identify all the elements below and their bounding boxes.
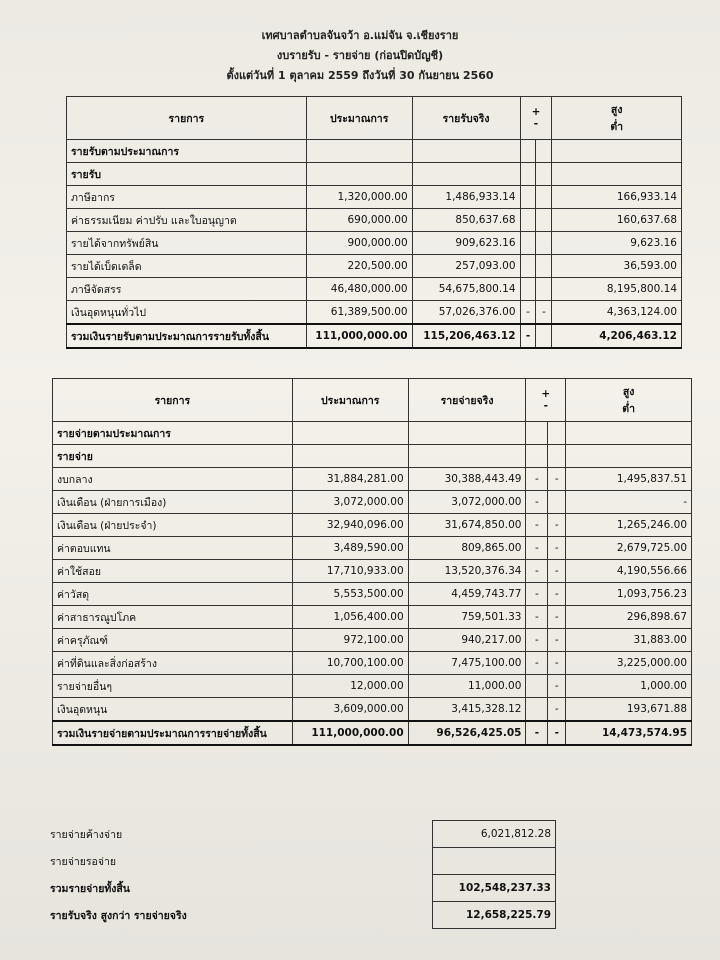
row-item: เงินเดือน (ฝ่ายการเมือง) (53, 491, 293, 514)
row-diff: 1,093,756.23 (566, 583, 692, 606)
row-budget: 32,940,096.00 (292, 514, 408, 537)
row-budget: 220,500.00 (306, 255, 412, 278)
row-plus-mark: - (520, 301, 536, 325)
row-minus-mark (536, 186, 552, 209)
row-diff: 296,898.67 (566, 606, 692, 629)
row-item: เงินอุดหนุนทั่วไป (67, 301, 307, 325)
row-actual: 7,475,100.00 (408, 652, 526, 675)
diff-top-label: สูง (610, 104, 623, 116)
row-diff: 9,623.16 (552, 232, 682, 255)
total-actual: 96,526,425.05 (408, 721, 526, 745)
income-table (66, 96, 682, 349)
minus-label: - (533, 118, 539, 130)
summary-table (46, 820, 556, 929)
row-plus-mark: - (526, 468, 548, 491)
row-actual: 13,520,376.34 (408, 560, 526, 583)
row-plus-mark: - (526, 606, 548, 629)
subsection-title: รายรับ (67, 163, 307, 186)
total-budget: 111,000,000.00 (292, 721, 408, 745)
row-diff: 166,933.14 (552, 186, 682, 209)
col-sign-header (526, 379, 566, 422)
row-plus-mark: - (526, 537, 548, 560)
row-plus-mark (526, 675, 548, 698)
row-minus-mark: - (548, 514, 566, 537)
total-diff: 14,473,574.95 (566, 721, 692, 745)
row-actual: 1,486,933.14 (412, 186, 520, 209)
total-plus-mark: - (526, 721, 548, 745)
row-actual: 809,865.00 (408, 537, 526, 560)
row-minus-mark: - (548, 468, 566, 491)
table-row (53, 537, 692, 560)
col-actual-header: รายรับจริง (412, 97, 520, 140)
row-minus-mark (536, 255, 552, 278)
row-item: รายจ่ายอื่นๆ (53, 675, 293, 698)
row-minus-mark: - (548, 652, 566, 675)
table-row (67, 232, 682, 255)
row-budget: 12,000.00 (292, 675, 408, 698)
row-actual: 11,000.00 (408, 675, 526, 698)
row-budget: 10,700,100.00 (292, 652, 408, 675)
minus-label: - (543, 400, 549, 412)
row-minus-mark (536, 232, 552, 255)
row-item: ภาษีอากร (67, 186, 307, 209)
table-row (53, 675, 692, 698)
row-item: ค่าที่ดินและสิ่งก่อสร้าง (53, 652, 293, 675)
row-item: รายได้เบ็ดเตล็ด (67, 255, 307, 278)
row-diff: 1,265,246.00 (566, 514, 692, 537)
total-minus-mark: - (548, 721, 566, 745)
section-row (67, 140, 682, 163)
col-item-header: รายการ (53, 379, 293, 422)
row-diff: 193,671.88 (566, 698, 692, 722)
subsection-title: รายจ่าย (53, 445, 293, 468)
income-header-row (67, 97, 682, 140)
table-row (67, 209, 682, 232)
section-title: รายรับตามประมาณการ (67, 140, 307, 163)
row-plus-mark (520, 232, 536, 255)
row-budget: 1,320,000.00 (306, 186, 412, 209)
expense-body (53, 422, 692, 746)
summary-body (46, 821, 556, 929)
row-diff: 1,495,837.51 (566, 468, 692, 491)
col-sign-header (520, 97, 552, 140)
total-budget: 111,000,000.00 (306, 324, 412, 348)
section-row (53, 422, 692, 445)
table-row (67, 255, 682, 278)
row-diff: - (566, 491, 692, 514)
row-actual: 909,623.16 (412, 232, 520, 255)
row-item: เงินเดือน (ฝ่ายประจำ) (53, 514, 293, 537)
row-plus-mark: - (526, 652, 548, 675)
row-diff: 4,363,124.00 (552, 301, 682, 325)
row-budget: 5,553,500.00 (292, 583, 408, 606)
row-plus-mark (520, 186, 536, 209)
row-actual: 4,459,743.77 (408, 583, 526, 606)
summary-row (46, 848, 556, 875)
col-diff-header (566, 379, 692, 422)
row-item: ค่าตอบแทน (53, 537, 293, 560)
row-minus-mark: - (548, 560, 566, 583)
row-diff: 160,637.68 (552, 209, 682, 232)
row-minus-mark: - (548, 675, 566, 698)
row-minus-mark: - (548, 537, 566, 560)
row-plus-mark (520, 278, 536, 301)
row-actual: 3,415,328.12 (408, 698, 526, 722)
table-row (53, 491, 692, 514)
table-row (53, 583, 692, 606)
table-row (53, 514, 692, 537)
row-plus-mark: - (526, 491, 548, 514)
row-item: ค่าครุภัณฑ์ (53, 629, 293, 652)
col-item-header: รายการ (67, 97, 307, 140)
expense-table (52, 378, 692, 746)
row-plus-mark: - (526, 583, 548, 606)
table-row (53, 606, 692, 629)
total-row (67, 324, 682, 348)
row-minus-mark (536, 209, 552, 232)
row-budget: 900,000.00 (306, 232, 412, 255)
row-diff: 1,000.00 (566, 675, 692, 698)
row-diff: 31,883.00 (566, 629, 692, 652)
total-item: รวมเงินรายรับตามประมาณการรายรับทั้งสิ้น (67, 324, 307, 348)
total-minus-mark (536, 324, 552, 348)
row-diff: 36,593.00 (552, 255, 682, 278)
summary-value: 12,658,225.79 (433, 902, 556, 929)
row-budget: 1,056,400.00 (292, 606, 408, 629)
row-actual: 257,093.00 (412, 255, 520, 278)
row-minus-mark: - (548, 606, 566, 629)
summary-row (46, 902, 556, 929)
row-budget: 690,000.00 (306, 209, 412, 232)
table-row (53, 629, 692, 652)
row-plus-mark: - (526, 629, 548, 652)
row-diff: 4,190,556.66 (566, 560, 692, 583)
row-minus-mark: - (548, 698, 566, 722)
summary-row (46, 821, 556, 848)
table-row (67, 186, 682, 209)
row-plus-mark (520, 209, 536, 232)
income-body (67, 140, 682, 349)
subsection-row (67, 163, 682, 186)
total-actual: 115,206,463.12 (412, 324, 520, 348)
col-budget-header: ประมาณการ (292, 379, 408, 422)
expense-header-row (53, 379, 692, 422)
table-row (67, 301, 682, 325)
row-item: รายได้จากทรัพย์สิน (67, 232, 307, 255)
row-budget: 3,609,000.00 (292, 698, 408, 722)
row-diff: 2,679,725.00 (566, 537, 692, 560)
row-item: ค่าสาธารณูปโภค (53, 606, 293, 629)
row-actual: 850,637.68 (412, 209, 520, 232)
row-actual: 31,674,850.00 (408, 514, 526, 537)
row-plus-mark (520, 255, 536, 278)
total-item: รวมเงินรายจ่ายตามประมาณการรายจ่ายทั้งสิ้น (53, 721, 293, 745)
row-budget: 46,480,000.00 (306, 278, 412, 301)
row-minus-mark: - (548, 583, 566, 606)
summary-value (433, 848, 556, 875)
plus-label: + (541, 388, 551, 400)
row-item: ค่าใช้สอย (53, 560, 293, 583)
period-title: ตั้งแต่วันที่ 1 ตุลาคม 2559 ถึงวันที่ 30 กันยายน 2560 (226, 69, 494, 82)
row-actual: 3,072,000.00 (408, 491, 526, 514)
statement-title: งบรายรับ - รายจ่าย (ก่อนปิดบัญชี) (276, 49, 444, 62)
table-row (67, 278, 682, 301)
col-diff-header (552, 97, 682, 140)
section-title: รายจ่ายตามประมาณการ (53, 422, 293, 445)
row-budget: 61,389,500.00 (306, 301, 412, 325)
row-item: ภาษีจัดสรร (67, 278, 307, 301)
row-budget: 972,100.00 (292, 629, 408, 652)
table-row (53, 560, 692, 583)
row-item: ค่าธรรมเนียม ค่าปรับ และใบอนุญาต (67, 209, 307, 232)
row-item: เงินอุดหนุน (53, 698, 293, 722)
row-minus-mark (548, 491, 566, 514)
col-budget-header: ประมาณการ (306, 97, 412, 140)
summary-value: 6,021,812.28 (433, 821, 556, 848)
row-actual: 57,026,376.00 (412, 301, 520, 325)
summary-value: 102,548,237.33 (433, 875, 556, 902)
row-budget: 3,489,590.00 (292, 537, 408, 560)
total-plus-mark: - (520, 324, 536, 348)
row-diff: 8,195,800.14 (552, 278, 682, 301)
row-item: ค่าวัสดุ (53, 583, 293, 606)
total-row (53, 721, 692, 745)
row-minus-mark: - (536, 301, 552, 325)
row-actual: 54,675,800.14 (412, 278, 520, 301)
subsection-row (53, 445, 692, 468)
row-budget: 17,710,933.00 (292, 560, 408, 583)
row-budget: 31,884,281.00 (292, 468, 408, 491)
org-title: เทศบาลตำบลจันจว้า อ.แม่จัน จ.เชียงราย (261, 29, 459, 42)
row-plus-mark: - (526, 514, 548, 537)
summary-row (46, 875, 556, 902)
row-diff: 3,225,000.00 (566, 652, 692, 675)
row-minus-mark: - (548, 629, 566, 652)
row-minus-mark (536, 278, 552, 301)
row-actual: 940,217.00 (408, 629, 526, 652)
row-actual: 30,388,443.49 (408, 468, 526, 491)
summary-label: รายรับจริง สูงกว่า รายจ่ายจริง (50, 909, 187, 922)
summary-label: รายจ่ายค้างจ่าย (50, 828, 123, 841)
row-plus-mark (526, 698, 548, 722)
total-diff: 4,206,463.12 (552, 324, 682, 348)
summary-label: รายจ่ายรอจ่าย (50, 855, 117, 868)
plus-label: + (531, 106, 541, 118)
row-item: งบกลาง (53, 468, 293, 491)
col-actual-header: รายจ่ายจริง (408, 379, 526, 422)
row-budget: 3,072,000.00 (292, 491, 408, 514)
table-row (53, 698, 692, 722)
summary-label: รวมรายจ่ายทั้งสิ้น (50, 882, 130, 895)
row-plus-mark: - (526, 560, 548, 583)
table-row (53, 652, 692, 675)
diff-bottom-label: ต่ำ (622, 403, 635, 415)
row-actual: 759,501.33 (408, 606, 526, 629)
table-row (53, 468, 692, 491)
diff-bottom-label: ต่ำ (610, 121, 624, 133)
diff-top-label: สูง (622, 386, 635, 398)
